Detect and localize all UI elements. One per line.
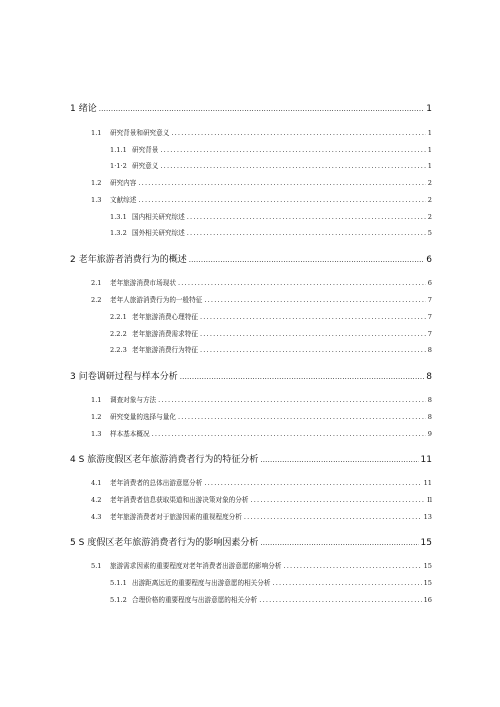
toc-entry-chapter-1[interactable]	[70, 101, 432, 114]
toc-leader-dots	[260, 456, 418, 464]
toc-leader-dots	[200, 313, 426, 321]
toc-entry-section-4-3[interactable]	[91, 511, 432, 521]
toc-page-number: 6	[426, 255, 432, 265]
toc-entry-section-4-1[interactable]	[91, 477, 432, 487]
toc-page-number: Il	[427, 496, 432, 504]
toc-number: 1.3.1	[110, 213, 127, 221]
toc-title: 绪论	[78, 104, 97, 114]
toc-page-number: 7	[427, 330, 432, 338]
toc-page-number: 11	[420, 455, 432, 465]
toc-page-number: 16	[423, 596, 432, 604]
toc-page-number: 2	[427, 213, 432, 221]
toc-page-number: 11	[423, 479, 432, 487]
toc-title: 老年旅游者消费行为的概述	[78, 255, 187, 265]
toc-title: 出游距离远近的重要程度与出游意愿的相关分析	[132, 579, 271, 587]
toc-page-number: 1	[427, 129, 432, 137]
toc-title: 旅游度假区老年旅游消费者行为的特征分析	[87, 455, 259, 465]
toc-entry-section-1-1[interactable]	[91, 127, 432, 137]
toc-title: 合理价格的重要程度与出游意愿的相关分析	[132, 596, 258, 604]
toc-title: 研究内容	[110, 179, 137, 187]
toc-entry-chapter-5[interactable]	[70, 535, 432, 548]
toc-page-number: 15	[423, 579, 432, 587]
toc-title: 老年旅游消费市场现状	[110, 279, 176, 287]
toc-page-number: 8	[427, 346, 432, 354]
toc-entry-section-5-1-2[interactable]	[110, 594, 432, 604]
toc-leader-dots	[189, 256, 425, 264]
toc-page-number: 7	[427, 313, 432, 321]
toc-entry-section-2-2-3[interactable]	[110, 344, 432, 354]
toc-leader-dots	[200, 346, 426, 354]
toc-entry-section-1-3-2[interactable]	[110, 227, 432, 237]
toc-number: 2.2.1	[110, 313, 127, 321]
toc-number: 1.1.1	[110, 146, 127, 154]
toc-leader-dots	[138, 179, 425, 187]
toc-leader-dots	[204, 296, 425, 304]
toc-entry-section-1-1-1[interactable]	[110, 144, 432, 154]
toc-number: 2.1	[91, 279, 102, 287]
toc-number: 1.2	[91, 179, 102, 187]
toc-title: 老年旅游消费需求特征	[132, 330, 198, 338]
toc-number: 5.1.2	[110, 596, 127, 604]
toc-title: 老年旅游消费心理特征	[132, 313, 198, 321]
toc-entry-section-5-1[interactable]	[91, 560, 432, 570]
toc-leader-dots	[187, 229, 426, 237]
toc-page-number: 9	[427, 430, 432, 438]
toc-leader-dots	[160, 162, 425, 170]
toc-title: 老年旅游消费者对于旅游因素的重视程度分析	[110, 513, 242, 521]
toc-entry-chapter-4[interactable]	[70, 452, 432, 465]
toc-leader-dots	[160, 146, 425, 154]
toc-page-number: 8	[427, 413, 432, 421]
toc-number: 3	[70, 372, 76, 382]
toc-number: 1·1·2	[110, 162, 127, 170]
toc-entry-chapter-2[interactable]	[70, 252, 432, 265]
toc-page-number: 6	[427, 279, 432, 287]
toc-number: 4.3	[91, 513, 102, 521]
toc-number: 1.3	[91, 430, 102, 438]
toc-page-number: 8	[427, 396, 432, 404]
toc-number: 1.3.2	[110, 229, 127, 237]
toc-title: 研究背景和研究意义	[110, 129, 170, 137]
toc-page-number: 8	[426, 372, 432, 382]
toc-page-number: 2	[427, 196, 432, 204]
toc-number: 4.1	[91, 479, 102, 487]
toc-entry-section-4-2[interactable]	[91, 494, 432, 504]
toc-leader-dots	[200, 330, 426, 338]
toc-number: 2	[70, 255, 76, 265]
toc-entry-section-2-2-2[interactable]	[110, 328, 432, 338]
toc-title: 老年人旅游消费行为的一般特征	[110, 296, 203, 304]
toc-number: 4 S	[70, 455, 85, 465]
toc-page-number: 1	[427, 162, 432, 170]
toc-title: 样本基本概况	[110, 430, 150, 438]
toc-number: 2.2.3	[110, 346, 127, 354]
toc-title: 国内相关研究综述	[132, 213, 185, 221]
toc-leader-dots	[283, 562, 421, 570]
toc-page-number: 5	[427, 229, 432, 237]
toc-entry-section-3-3[interactable]	[91, 428, 432, 438]
toc-number: 4.2	[91, 496, 102, 504]
toc-leader-dots	[138, 196, 425, 204]
toc-title: 老年消费者的总体出游意愿分析	[110, 479, 203, 487]
toc-leader-dots	[178, 413, 426, 421]
toc-entry-section-1-3[interactable]	[91, 194, 432, 204]
toc-title: 度假区老年旅游消费者行为的影响因素分析	[87, 538, 259, 548]
toc-entry-section-3-2[interactable]	[91, 411, 432, 421]
toc-entry-section-1-1-2[interactable]	[110, 160, 432, 170]
toc-number: 1.3	[91, 196, 102, 204]
toc-number: 5 S	[70, 538, 85, 548]
toc-title: 调查对象与方法	[110, 396, 157, 404]
toc-leader-dots	[260, 539, 418, 547]
toc-entry-section-2-2-1[interactable]	[110, 311, 432, 321]
toc-number: 2.2.2	[110, 330, 127, 338]
toc-title: 研究变量的选择与量化	[110, 413, 176, 421]
toc-page-number: 13	[423, 513, 432, 521]
toc-leader-dots	[259, 596, 421, 604]
toc-entry-chapter-3[interactable]	[70, 369, 432, 382]
toc-page-number: 2	[427, 179, 432, 187]
toc-leader-dots	[171, 129, 425, 137]
toc-leader-dots	[158, 396, 426, 404]
toc-title: 问卷调研过程与样本分析	[78, 372, 178, 382]
toc-title: 国外相关研究综述	[132, 229, 185, 237]
toc-entry-section-2-1[interactable]	[91, 277, 432, 287]
toc-title: 研究意义	[132, 162, 159, 170]
toc-number: 5.1.1	[110, 579, 127, 587]
toc-title: 旅游需求因素的重要程度对老年消费者出游意愿的影响分析	[110, 562, 282, 570]
toc-page-number: 1	[427, 146, 432, 154]
toc-number: 1	[70, 104, 76, 114]
toc-leader-dots	[187, 213, 426, 221]
toc-title: 老年消费者信息获取渠道和出游决策对象的分析	[110, 496, 249, 504]
toc-number: 1.1	[91, 396, 102, 404]
toc-leader-dots	[272, 579, 421, 587]
toc-entry-section-1-2[interactable]	[91, 177, 432, 187]
toc-page-number: 1	[426, 104, 432, 114]
toc-leader-dots	[99, 105, 425, 113]
toc-title: 研究背景	[132, 146, 159, 154]
toc-page-number: 15	[423, 562, 432, 570]
toc-leader-dots	[178, 279, 426, 287]
toc-entry-section-5-1-1[interactable]	[110, 577, 432, 587]
toc-number: 1.1	[91, 129, 102, 137]
toc-entry-section-1-3-1[interactable]	[110, 211, 432, 221]
toc-number: 1.2	[91, 413, 102, 421]
toc-number: 2.2	[91, 296, 102, 304]
toc-title: 文献综述	[110, 196, 137, 204]
toc-number: 5.1	[91, 562, 102, 570]
toc-leader-dots	[204, 479, 421, 487]
toc-entry-section-3-1[interactable]	[91, 394, 432, 404]
toc-leader-dots	[244, 513, 422, 521]
toc-title: 老年旅游消费行为特征	[132, 346, 198, 354]
toc-leader-dots	[180, 373, 425, 381]
toc-leader-dots	[152, 430, 426, 438]
toc-entry-section-2-2[interactable]	[91, 294, 432, 304]
toc-page-number: 7	[427, 296, 432, 304]
toc-page-number: 15	[420, 538, 432, 548]
toc-leader-dots	[250, 496, 425, 504]
